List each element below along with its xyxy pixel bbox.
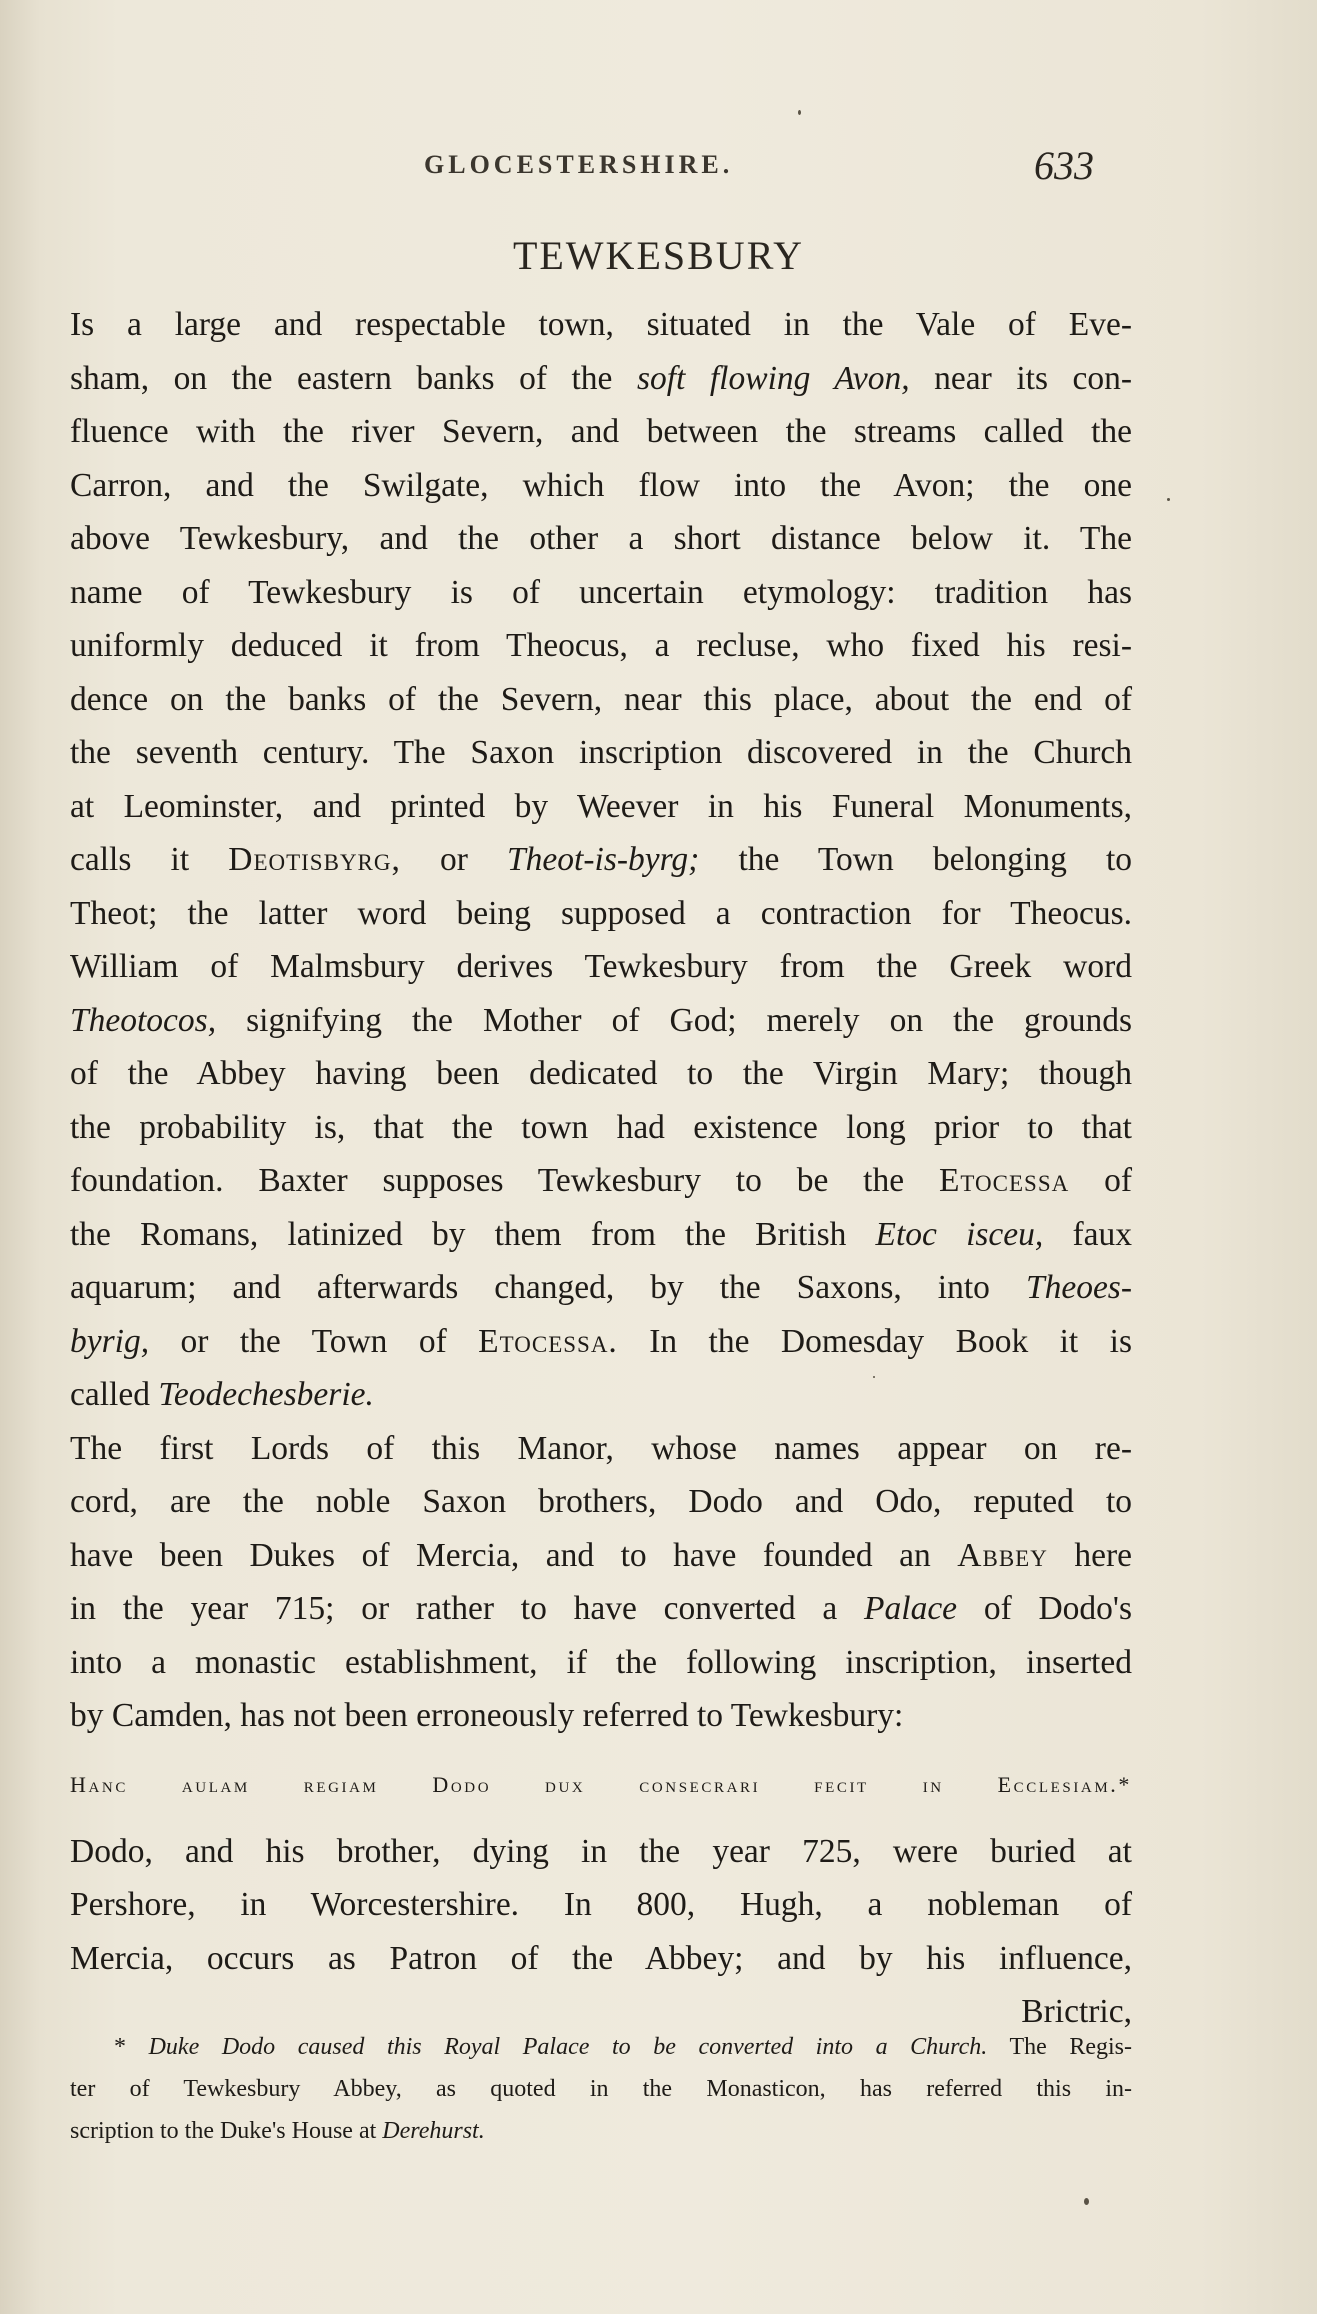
running-head: GLOCESTERSHIRE. [424,150,734,179]
text-run: Abbey [957,1536,1048,1574]
text-run: Etocessa. [478,1322,618,1360]
text-line [70,1047,1132,1101]
paragraph-2 [70,1422,1132,1743]
text-line [70,1529,1132,1583]
text-run: the Romans, latinized by them from the British [70,1215,876,1253]
page-header [0,143,1317,190]
text-line [70,1582,1132,1636]
paragraph-1 [70,298,1132,1422]
text-line [70,1154,1132,1208]
text-run: Etocessa [938,1162,1070,1199]
footnote [70,2026,1132,2152]
text-run: In the Domesday Book it is [617,1322,1132,1360]
text-line [70,619,1132,673]
paragraph-3 [70,1825,1132,1986]
text-run: at Leominster, and printed by Weever in his Funeral Monuments, [70,787,1132,825]
text-run: cord, are the noble Saxon brothers, Dodo and Odo, reputed to [70,1483,1132,1520]
text-run: Theotocos, [70,1001,217,1039]
text-run: signifying the Mother of God; merely on the grounds [216,1001,1132,1039]
text-run: the Town belonging to [699,841,1132,878]
text-line [70,1368,1132,1422]
text-line [70,352,1132,406]
catchword: Brictric, [1021,1993,1132,2030]
text-run: Mercia, occurs as Patron of the Abbey; and by his influence, [70,1939,1132,1977]
text-run: ter of Tewkesbury Abbey, as quoted in the Monasticon, has referred this in- [70,2076,1132,2102]
text-run: of [1069,1162,1132,1199]
text-run: fluence with the river Severn, and between the streams called the [70,413,1132,450]
text-line [70,1825,1132,1879]
text-run: William of Malmsbury derives Tewkesbury from the Greek word [70,948,1132,985]
text-run: Theot-is-byrg; [507,841,700,878]
text-run: above Tewkesbury, and the other a short distance below it. The [70,520,1132,557]
text-run: byrig, [70,1322,150,1360]
text-run: name of Tewkesbury is of uncertain etymology: tradition has [70,573,1132,611]
text-run: the probability is, that the town had existence long prior to that [70,1108,1132,1146]
text-run: here [1047,1536,1132,1574]
text-run: The Regis- [987,2034,1133,2060]
text-run: sham, on the eastern banks of the [70,359,637,397]
text-run: or [400,841,508,878]
text-run: of Dodo's [957,1590,1133,1627]
text-run: Pershore, in Worcestershire. In 800, Hugh, a nobleman of [70,1886,1132,1923]
body-text [70,298,1132,2039]
text-line [70,1932,1132,1986]
text-line [70,298,1132,352]
footnote-line [70,2026,1132,2068]
text-line [70,1208,1132,1262]
text-run: Dodo, and his brother, dying in the year 725, were buried at [70,1832,1132,1870]
text-run: by Camden, has not been erroneously referred to Tewkesbury: [70,1697,904,1734]
text-line [70,673,1132,727]
text-line [70,726,1132,780]
text-run: soft flowing Avon, [636,359,910,397]
text-line [70,1475,1132,1529]
text-line [70,1422,1132,1476]
text-run: The first Lords of this Manor, whose names appear on re- [70,1429,1132,1467]
text-run: Carron, and the Swilgate, which flow into the Avon; the one [70,466,1132,504]
chapter-title: TEWKESBURY [512,233,805,278]
latin-inscription: Hanc aulam regiam Dodo dux consecrari fecit in Ecclesiam.* [70,1771,1132,1797]
text-line [70,1636,1132,1690]
text-run: in the year 715; or rather to have converted a [70,1590,865,1627]
text-run: uniformly deduced it from Theocus, a recluse, who fixed his resi- [70,627,1132,664]
text-run: Etoc isceu, [875,1215,1044,1253]
text-line [70,780,1132,834]
text-run: Derehurst. [382,2118,485,2144]
text-run: near its con- [909,359,1133,397]
text-run: Teodechesberie. [158,1376,374,1413]
text-run: have been Dukes of Mercia, and to have founded an [70,1536,958,1574]
text-line [70,887,1132,941]
text-line [70,1261,1132,1315]
text-run: aquarum; and afterwards changed, by the Saxons, into [70,1269,1026,1306]
text-run: Duke Dodo caused this Royal Palace to be converted into a Church. [148,2034,988,2060]
text-run: of the Abbey having been dedicated to the Virgin Mary; though [70,1055,1132,1092]
text-line [70,1689,1132,1743]
text-line [70,405,1132,459]
text-line [70,1878,1132,1932]
text-run: the seventh century. The Saxon inscription discovered in the Church [70,734,1132,771]
text-run: called [70,1376,159,1413]
page-number: 633 [1034,143,1094,188]
text-run: calls it [70,841,229,878]
text-line [70,940,1132,994]
text-run: scription to the Duke's House at [70,2118,383,2144]
text-run: * [114,2034,149,2060]
text-run: into a monastic establishment, if the following inscription, inserted [70,1643,1132,1681]
footnote-line [70,2068,1132,2110]
text-line [70,1101,1132,1155]
text-line [70,994,1132,1048]
text-run: faux [1043,1215,1132,1253]
text-run: Theot; the latter word being supposed a contraction for Theocus. [70,894,1132,932]
footnote-line [70,2110,1132,2152]
text-run: Deotisbyrg, [228,841,401,878]
text-run: Is a large and respectable town, situated in the Vale of Eve- [70,306,1132,343]
text-line [70,566,1132,620]
text-run: Palace [864,1590,958,1627]
text-line [70,833,1132,887]
text-run: or the Town of [149,1322,479,1360]
text-run: Theoes- [1025,1269,1132,1306]
text-run: foundation. Baxter supposes Tewkesbury to be the [70,1162,939,1199]
text-line [70,459,1132,513]
text-line [70,512,1132,566]
text-line [70,1315,1132,1369]
text-run: dence on the banks of the Severn, near this place, about the end of [70,680,1132,718]
